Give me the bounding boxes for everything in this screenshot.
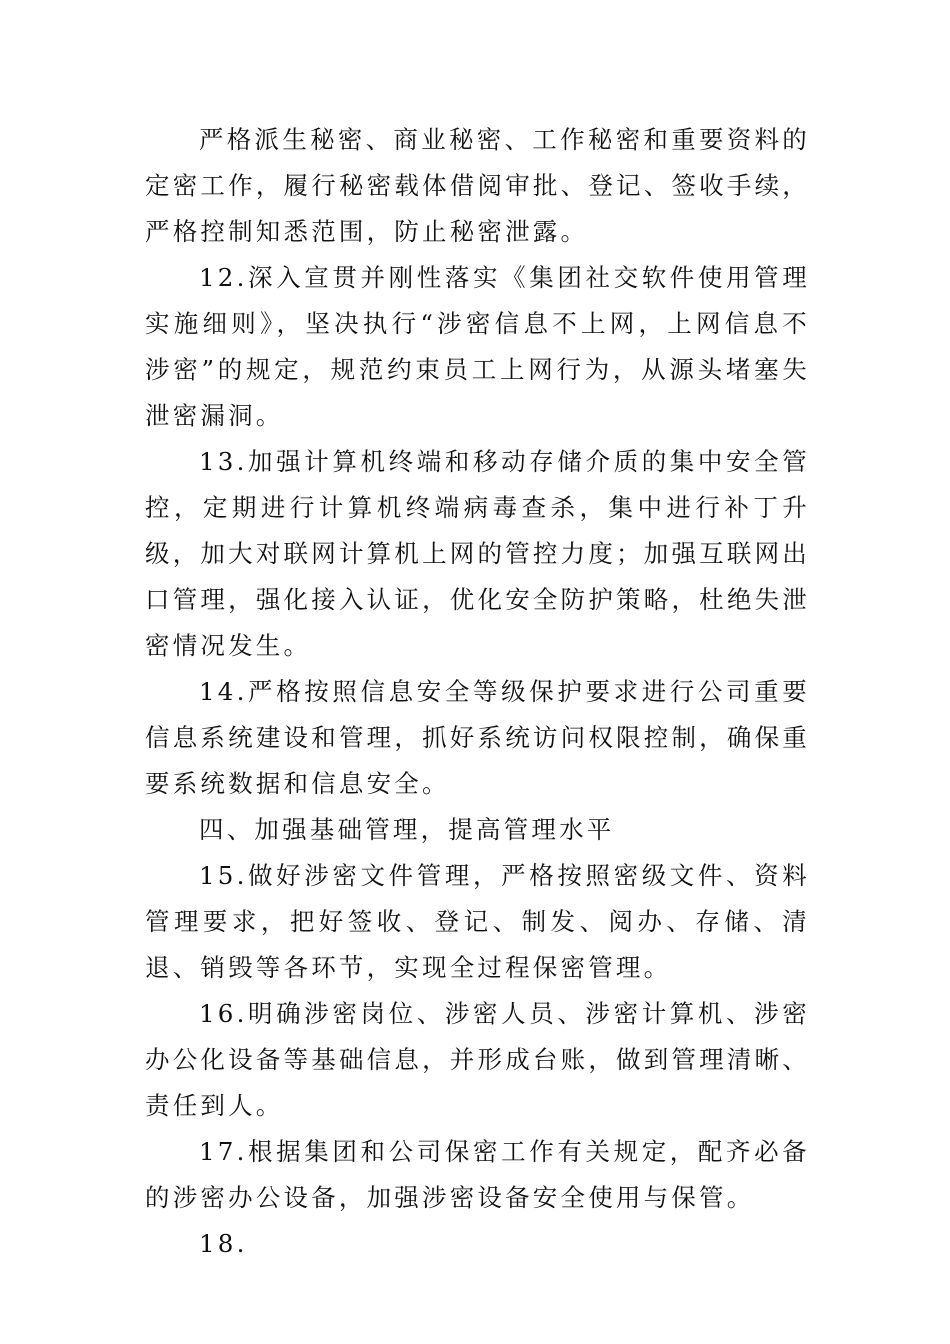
paragraph-confidentiality-scope: 严格派生秘密、商业秘密、工作秘密和重要资料的定密工作，履行秘密载体借阅审批、登记、签收手续，严格控制知悉范围，防止秘密泄露。 <box>145 125 810 246</box>
paragraph-item-13: 13.加强计算机终端和移动存储介质的集中安全管控，定期进行计算机终端病毒查杀，集中进行补丁升级，加大对联网计算机上网的管控力度；加强互联网出口管理，强化接入认证，优化安全防护策略，杜绝失泄密情况发生。 <box>145 447 810 660</box>
paragraph-item-18: 18. <box>199 1229 248 1258</box>
document-body <box>145 117 810 1267</box>
paragraph-item-17: 17.根据集团和公司保密工作有关规定，配齐必备的涉密办公设备，加强涉密设备安全使用与保管。 <box>145 1137 810 1212</box>
paragraph-item-15: 15.做好涉密文件管理，严格按照密级文件、资料管理要求，把好签收、登记、制发、阅办、存储、清退、销毁等各环节，实现全过程保密管理。 <box>145 861 810 982</box>
paragraph-item-16: 16.明确涉密岗位、涉密人员、涉密计算机、涉密办公化设备等基础信息，并形成台账，做到管理清晰、责任到人。 <box>145 999 810 1120</box>
paragraph-item-14: 14.严格按照信息安全等级保护要求进行公司重要信息系统建设和管理，抓好系统访问权限控制，确保重要系统数据和信息安全。 <box>145 677 810 798</box>
paragraph-item-12: 12.深入宣贯并刚性落实《集团社交软件使用管理实施细则》，坚决执行“涉密信息不上网，上网信息不涉密”的规定，规范约束员工上网行为，从源头堵塞失泄密漏洞。 <box>145 263 810 430</box>
section-heading: 四、加强基础管理，提高管理水平 <box>199 815 615 844</box>
